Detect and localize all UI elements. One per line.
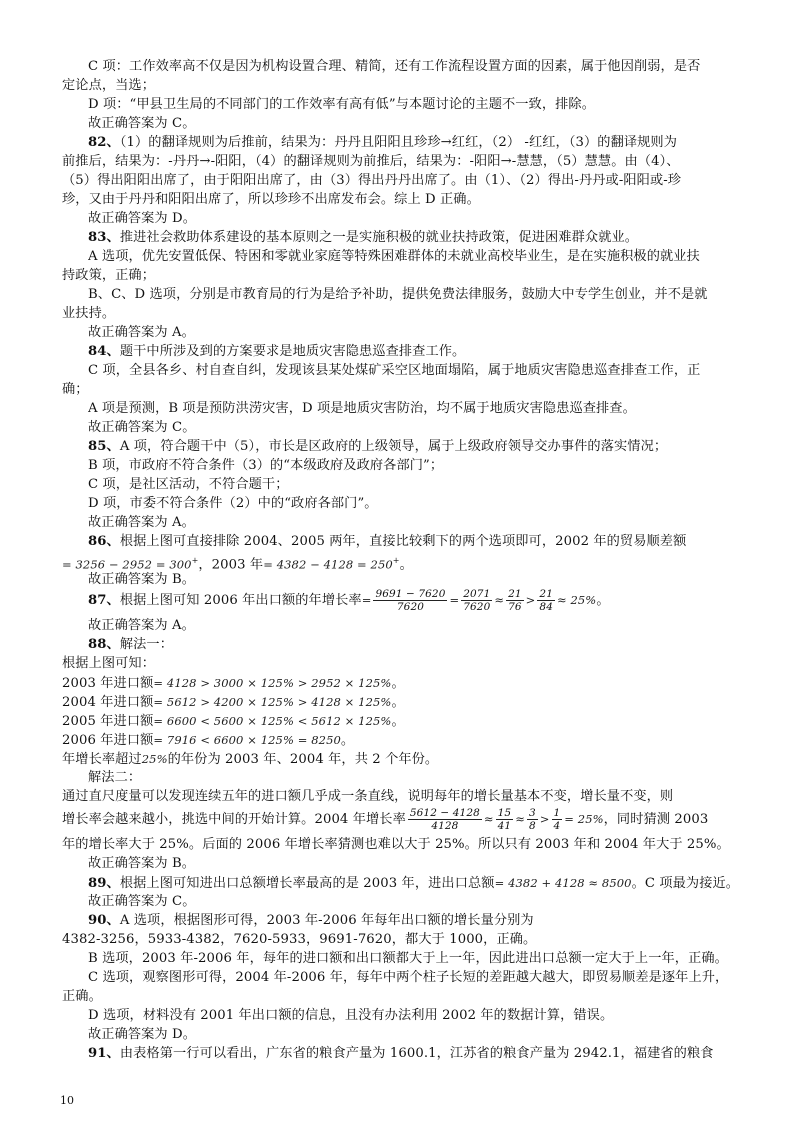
math-expression: = 25% [564,812,604,826]
text-span: 解法一： [119,637,173,652]
text-line: A 项是预测，B 项是预防洪涝灾害，D 项是地质灾害防治，均不属于地质灾害隐患巡查排查。 [88,401,636,416]
fraction: $\frac{21}{76}$ [508,588,522,613]
question-number: 84、 [88,344,120,359]
fraction: $\frac{5612 - 4128}{4128}$ [409,807,480,832]
text-line: （5）得出阳阳出席了，由于阳阳出席了，由（3）得出丹丹出席了。由（1）、（2）得出-丹丹或-阳阳或-珍 [62,173,682,188]
fraction: $\frac{21}{84}$ [539,588,553,613]
question-number: 85、 [88,439,120,454]
answer-line: 故正确答案为 C。 [88,420,196,435]
math-expression: ≈ 25% [556,593,597,607]
math-expression: = 4128 > 3000 × 125% > 2952 × 125% [153,676,392,690]
question-86 [88,533,742,551]
math-expression: = 4382 − 4128 = 250 [263,557,393,572]
text-line: 前推后，结果为：-丹丹→-阳阳，（4）的翻译规则为前推后，结果为：-阳阳→-慧慧，（5）慧慧。由（4）、 [62,154,680,169]
formula-line: 2004 年进口额= 5612 > 4200 × 125% > 4128 × 125%。 [62,695,405,710]
text-line: C 选项，观察图形可得，2004 年-2006 年，每年中两个柱子长短的差距越大越大，即贸易顺差是逐年上升， [88,970,729,985]
math-expression: = 3256 − 2952 = 300 [62,557,192,572]
text-line: 确； [62,382,89,397]
text-span: 根据上图可直接排除 2004、2005 两年，直接比较剩下的两个选项即可，2002 年的贸易顺差额 [119,534,687,549]
answer-line: 故正确答案为 A。 [88,618,195,633]
question-number: 82、 [88,135,120,150]
question-91 [88,1045,742,1063]
question-82 [88,134,742,152]
math-symbol: ≈ [494,593,505,607]
math-expression: = 4382 + 4128 ≈ 8500 [494,876,632,890]
fraction: $\frac{1}{4}$ [553,807,561,832]
page-number: 10 [60,1094,74,1107]
formula-line: 2006 年进口额= 7916 < 6600 × 125% = 8250。 [62,733,355,748]
question-number: 88、 [88,637,120,652]
text-span: ，2003 年 [198,557,264,573]
answer-line: 故正确答案为 B。 [88,856,196,871]
question-88 [88,636,742,654]
text-line: 业扶持。 [62,306,116,321]
question-83 [88,229,742,247]
question-number: 90、 [88,913,120,928]
answer-line: 故正确答案为 C。 [88,116,196,131]
question-84 [88,343,742,361]
text-line: 4382-3256，5933-4382，7620-5933，9691-7620，都大于 1000，正确。 [62,932,537,947]
fraction: $\frac{15}{41}$ [497,807,512,832]
answer-line: 故正确答案为 A。 [88,325,195,340]
formula-line: 2005 年进口额= 6600 < 5600 × 125% < 5612 × 125%。 [62,714,405,729]
question-number: 86、 [88,534,120,549]
text-line: 年的增长率大于 25%。后面的 2006 年增长率猜测也难以大于 25%。所以只有 2003 年和 2004 年大于 25%。 [62,837,730,852]
text-line: C 项，全县各乡、村自查自纠，发现该县某处煤矿采空区地面塌陷，属于地质灾害隐患巡查排查工作，正 [88,363,701,378]
math-expression: 25% [141,752,168,766]
math-superscript: + [191,556,199,565]
text-line: 根据上图可知： [62,656,156,671]
math-expression: = 5612 > 4200 × 125% > 4128 × 125% [153,695,392,709]
fraction: $\frac{3}{8}$ [528,807,536,832]
fraction: $\frac{2071}{7620}$ [463,588,491,613]
text-line: A 选项，优先安置低保、特困和零就业家庭等特殊困难群体的未就业高校毕业生，是在实施积极的就业扶 [88,249,700,264]
text-line: D 项：“甲县卫生局的不同部门的工作效率有高有低”与本题讨论的主题不一致，排除。 [88,97,595,112]
question-number: 89、 [88,876,120,891]
answer-line: 故正确答案为 B。 [88,572,196,587]
text-line: D 选项，材料没有 2001 年出口额的信息，且没有办法利用 2002 年的数据计算，错误。 [88,1008,614,1023]
answer-line: 故正确答案为 C。 [88,894,196,909]
question-number: 91、 [88,1046,120,1061]
text-line: 年增长率超过25%的年份为 2003 年、2004 年，共 2 个年份。 [62,752,439,767]
question-87 [88,585,742,617]
text-span: 题干中所涉及到的方案要求是地质灾害隐患巡查排查工作。 [119,344,466,359]
text-line: 正确。 [62,989,102,1004]
formula-line: 2003 年进口额= 4128 > 3000 × 125% > 2952 × 125%。 [62,676,405,691]
text-line: 解法二： [88,770,142,785]
question-89: 89、根据上图可知进出口总额增长率最高的是 2003 年，进出口总额= 4382 + 4128 ≈ 8500。C 项最为接近。 [88,876,740,891]
text-line: 持政策，正确； [62,268,156,283]
math-expression: = 6600 < 5600 × 125% < 5612 × 125% [153,714,392,728]
text-line: B 项，市政府不符合条件（3）的“本级政府及政府各部门”； [88,458,444,473]
text-line: 定论点，当选； [62,78,156,93]
text-span: A 选项，根据图形可得，2003 年-2006 年每年出口额的增长量分别为 [119,913,534,928]
text-line: 珍，又由于丹丹和阳阳出席了，所以珍珍不出席发布会。综上 D 正确。 [62,192,480,207]
text-line: C 项：工作效率高不仅是因为机构设置合理、精简，还有工作流程设置方面的因素，属于他因削弱，是否 [88,59,701,74]
math-superscript: + [392,556,400,565]
text-line: C 项，是社区活动，不符合题干； [88,477,289,492]
text-span: 。 [399,557,413,573]
answer-line: 故正确答案为 D。 [88,1027,196,1042]
answer-line: 故正确答案为 A。 [88,515,195,530]
answer-line: 故正确答案为 D。 [88,211,196,226]
question-85 [88,438,742,456]
question-90 [88,912,742,930]
math-symbol: = [361,593,372,607]
text-span: 根据上图可知 2006 年出口额的年增长率 [119,593,362,608]
math-expression: = 7916 < 6600 × 125% = 8250 [153,733,341,747]
text-line: 通过直尺度量可以发现连续五年的进口额几乎成一条直线，说明每年的增长量基本不变，增长量不变，则 [62,789,674,804]
question-number: 83、 [88,230,120,245]
text-span: 。 [596,593,610,608]
question-number: 87、 [88,593,120,608]
formula-line: 增长率会越来越小，挑选中间的开始计算。2004 年增长率 $\frac{5612 - 4128}{4128}$ ≈ $\frac{15}{41}$ ≈ $\frac{3}{8}$ > $\frac{1}{4}$ = 25%，同时猜测 2003 [62,807,709,832]
text-span: A 项，符合题干中（5），市长是区政府的上级领导，属于上级政府领导交办事件的落实情况； [119,439,668,454]
math-symbol: = [449,593,460,607]
text-span: （1）的翻译规则为后推前，结果为：丹丹且阳阳且珍珍→红红，（2） -红红，（3）的翻译规则为 [119,135,678,150]
fraction: $\frac{9691 - 7620}{7620}$ [375,588,446,613]
text-line: B、C、D 选项，分别是市教育局的行为是给予补助，提供免费法律服务，鼓励大中专学生创业，并不是就 [88,287,708,302]
math-symbol: > [525,593,536,607]
text-span: 推进社会救助体系建设的基本原则之一是实施积极的就业扶持政策，促进困难群众就业。 [119,230,639,245]
text-line: D 项，市委不符合条件（2）中的“政府各部门”。 [88,496,378,511]
text-line: B 选项，2003 年-2006 年，每年的进口额和出口额都大于上一年，因此进出口总额一定大于上一年，正确。 [88,951,728,966]
text-span: 由表格第一行可以看出，广东省的粮食产量为 1600.1，江苏省的粮食产量为 2942.1，福建省的粮食 [119,1046,714,1061]
